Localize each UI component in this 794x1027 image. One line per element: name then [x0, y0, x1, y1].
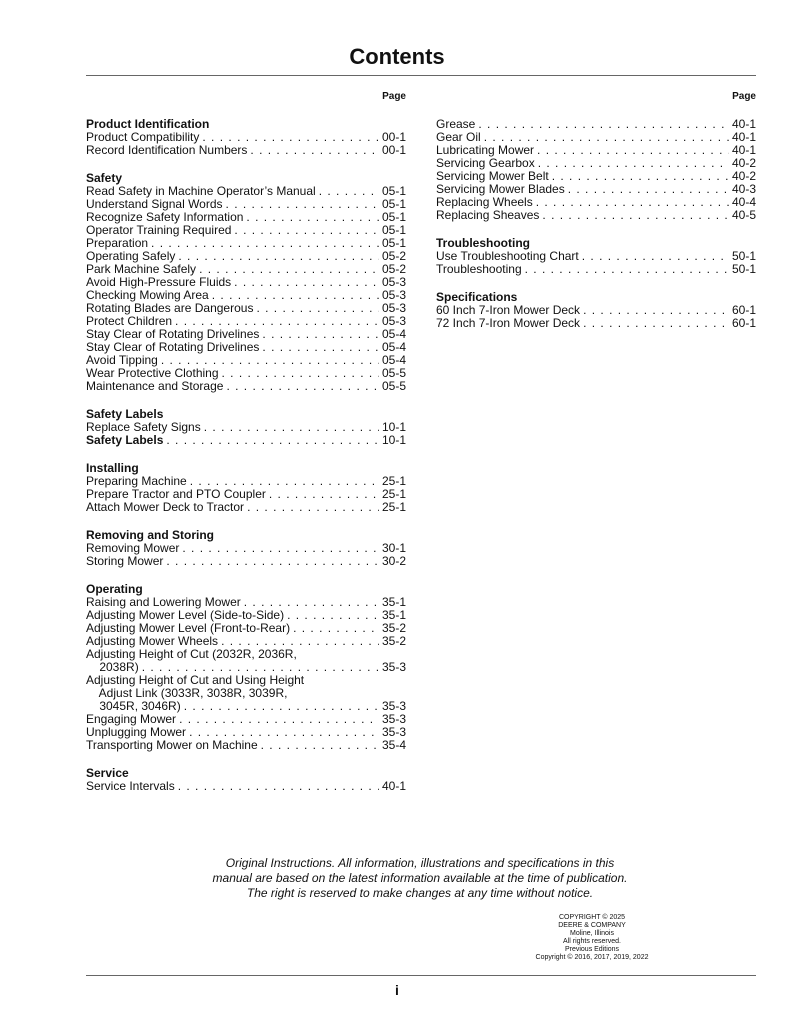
toc-entry-label: Understand Signal Words: [86, 197, 223, 211]
toc-entry-label: Storing Mower: [86, 554, 164, 568]
toc-entry-label: Replacing Wheels: [436, 195, 533, 209]
toc-entry-page: 35-3: [381, 699, 406, 713]
toc-entry[interactable]: [86, 555, 406, 568]
toc-entry-label: Replacing Sheaves: [436, 208, 540, 222]
section-title: Product Identification: [86, 117, 210, 131]
section-title: Removing and Storing: [86, 528, 215, 542]
dot-leader: [247, 501, 379, 514]
toc-entry[interactable]: [86, 780, 406, 793]
toc-entry-page: 35-2: [381, 634, 406, 648]
toc-entry-label: Recognize Safety Information: [86, 210, 244, 224]
toc-entry-page: 00-1: [381, 143, 406, 157]
toc-entry-label: Stay Clear of Rotating Drivelines: [86, 327, 260, 341]
toc-entry-page: 05-1: [381, 236, 406, 250]
toc-entry-label: Grease: [436, 117, 476, 131]
toc-entry-page: 25-1: [381, 487, 406, 501]
toc-entry-label: Engaging Mower: [86, 712, 177, 726]
toc-entry-label: Safety Labels: [86, 433, 164, 447]
dot-leader: [538, 157, 729, 170]
dot-leader: [184, 700, 379, 713]
toc-section: [86, 583, 406, 752]
toc-entry-page: 50-1: [731, 249, 756, 263]
dot-leader: [542, 209, 729, 222]
section-title: Operating: [86, 582, 143, 596]
toc-entry-label: Park Machine Safely: [86, 262, 197, 276]
toc-entry-label: Gear Oil: [436, 130, 481, 144]
toc-entry-page: 40-5: [731, 208, 756, 222]
dot-leader: [293, 622, 379, 635]
toc-entry-label: Checking Mowing Area: [86, 288, 209, 302]
toc-entry-page: 05-3: [381, 288, 406, 302]
top-rule: [86, 75, 756, 76]
dot-leader: [166, 434, 379, 447]
dot-leader: [287, 609, 379, 622]
toc-entry-page: 05-4: [381, 353, 406, 367]
toc-section: [86, 118, 406, 157]
copyright-line: COPYRIGHT © 2025: [558, 914, 626, 921]
bottom-rule: [86, 975, 756, 976]
dot-leader: [234, 276, 379, 289]
toc-left-column: [86, 90, 406, 808]
toc-entry-label: 72 Inch 7-Iron Mower Deck: [436, 316, 581, 330]
toc-entry[interactable]: [86, 434, 406, 447]
toc-entry-label: Record Identification Numbers: [86, 143, 248, 157]
page-title: Contents: [349, 44, 445, 69]
toc-left-body: [86, 118, 406, 793]
toc-section: [436, 291, 756, 330]
toc-section: [86, 462, 406, 514]
toc-entry-label: Adjusting Mower Level (Side-to-Side): [86, 608, 285, 622]
toc-entry-label: 60 Inch 7-Iron Mower Deck: [436, 303, 581, 317]
dot-leader: [178, 780, 379, 793]
toc-entry-page: 40-1: [731, 117, 756, 131]
toc-entry-page: 05-1: [381, 223, 406, 237]
toc-entry-page: 05-1: [381, 197, 406, 211]
toc-entry-label: Read Safety in Machine Operator’s Manual: [86, 184, 316, 198]
toc-entry-line: Adjusting Height of Cut (2032R, 2036R,: [86, 647, 297, 661]
toc-entry-label: Servicing Mower Belt: [436, 169, 549, 183]
toc-section: [86, 529, 406, 568]
toc-entry-page: 30-2: [381, 554, 406, 568]
toc-section: [436, 118, 756, 222]
toc-entry-page: 05-2: [381, 262, 406, 276]
dot-leader: [552, 170, 729, 183]
toc-entry-page: 35-3: [381, 660, 406, 674]
toc-entry-label: Transporting Mower on Machine: [86, 738, 258, 752]
toc-entry-page: 10-1: [381, 433, 406, 447]
toc-entry-page: 40-1: [731, 130, 756, 144]
dot-leader: [234, 224, 379, 237]
toc-entry[interactable]: [86, 380, 406, 393]
toc-section: [86, 408, 406, 447]
toc-entry[interactable]: [86, 501, 406, 514]
copyright-line: Moline, Illinois: [570, 930, 614, 937]
toc-entry-label: Maintenance and Storage: [86, 379, 224, 393]
dot-leader: [478, 118, 729, 131]
toc-right-body: [436, 118, 756, 330]
toc-entry-page: 35-1: [381, 595, 406, 609]
dot-leader: [261, 739, 379, 752]
toc-entry-wrapped-text: [86, 674, 406, 700]
page-number: i: [395, 982, 399, 998]
section-title: Troubleshooting: [436, 236, 530, 250]
toc-entry-label: Servicing Mower Blades: [436, 182, 565, 196]
toc-entry-label: Attach Mower Deck to Tractor: [86, 500, 245, 514]
toc-entry-label: Operating Safely: [86, 249, 176, 263]
toc-entry-page: 05-3: [381, 275, 406, 289]
toc-section: [86, 767, 406, 793]
toc-entry-page: 40-4: [731, 195, 756, 209]
toc-entry-label: Preparation: [86, 236, 149, 250]
toc-entry-label: Replace Safety Signs: [86, 420, 201, 434]
dot-leader: [182, 542, 379, 555]
toc-entry[interactable]: [86, 144, 406, 157]
toc-entry-label: Preparing Machine: [86, 474, 187, 488]
dot-leader: [256, 302, 379, 315]
toc-entry-page: 05-5: [381, 379, 406, 393]
toc-entry-page: 05-1: [381, 184, 406, 198]
page-column-header-left: Page: [382, 91, 406, 102]
dot-leader: [226, 380, 379, 393]
toc-entry-page: 35-3: [381, 725, 406, 739]
toc-entry-label: Service Intervals: [86, 779, 175, 793]
toc-entry-page: 40-2: [731, 156, 756, 170]
toc-entry-page: 05-4: [381, 327, 406, 341]
toc-entry-line: Adjusting Height of Cut and Using Height: [86, 673, 305, 687]
original-instructions-notice: [150, 856, 690, 901]
dot-leader: [319, 185, 379, 198]
dot-leader: [166, 555, 379, 568]
toc-entry-page: 05-5: [381, 366, 406, 380]
toc-entry-label: Adjusting Mower Wheels: [86, 634, 219, 648]
toc-entry[interactable]: [436, 317, 756, 330]
toc-entry-label: Operator Training Required: [86, 223, 232, 237]
dot-leader: [178, 250, 379, 263]
toc-entry-page: 25-1: [381, 474, 406, 488]
section-title: Installing: [86, 461, 139, 475]
dot-leader: [226, 198, 379, 211]
toc-entry-label: Product Compatibility: [86, 130, 200, 144]
toc-entry-line: Adjust Link (3033R, 3038R, 3039R,: [86, 686, 288, 700]
toc-entry-page: 35-1: [381, 608, 406, 622]
toc-section: [436, 237, 756, 276]
dot-leader: [204, 421, 379, 434]
toc-entry-page: 60-1: [731, 303, 756, 317]
toc-entry-page: 50-1: [731, 262, 756, 276]
dot-leader: [262, 328, 379, 341]
toc-entry-label: Raising and Lowering Mower: [86, 595, 241, 609]
toc-entry-page: 05-2: [381, 249, 406, 263]
copyright-line: Previous Editions: [564, 946, 620, 953]
notice-line: The right is reserved to make changes at any time without notice.: [246, 886, 594, 900]
toc-entry-page: 05-1: [381, 210, 406, 224]
toc-entry[interactable]: [436, 263, 756, 276]
dot-leader: [582, 250, 729, 263]
toc-entry-label: Lubricating Mower: [436, 143, 535, 157]
dot-leader: [269, 488, 379, 501]
toc-entry-page: 40-3: [731, 182, 756, 196]
dot-leader: [537, 144, 729, 157]
toc-entry-label: Avoid Tipping: [86, 353, 158, 367]
dot-leader: [568, 183, 729, 196]
dot-leader: [250, 144, 379, 157]
toc-entry-page: 25-1: [381, 500, 406, 514]
toc-entry-page: 40-2: [731, 169, 756, 183]
toc-entry-label: Protect Children: [86, 314, 173, 328]
toc-entry-label: Troubleshooting: [436, 262, 522, 276]
toc-entry[interactable]: [436, 118, 756, 131]
toc-entry-page: 60-1: [731, 316, 756, 330]
dot-leader: [583, 317, 729, 330]
toc-entry-page: 35-3: [381, 712, 406, 726]
toc-entry-page: 00-1: [381, 130, 406, 144]
section-title: Service: [86, 766, 129, 780]
toc-entry-label: Wear Protective Clothing: [86, 366, 219, 380]
section-title: Specifications: [436, 290, 518, 304]
dot-leader: [179, 713, 379, 726]
section-title: Safety: [86, 171, 123, 185]
toc-entry-page: 30-1: [381, 541, 406, 555]
dot-leader: [151, 237, 379, 250]
toc-entry-page: 35-4: [381, 738, 406, 752]
toc-entry-label: 3045R, 3046R): [86, 699, 181, 713]
toc-entry-label: Use Troubleshooting Chart: [436, 249, 579, 263]
toc-entry-page: 40-1: [731, 143, 756, 157]
toc-entry-label: Avoid High-Pressure Fluids: [86, 275, 232, 289]
toc-right-column: [436, 90, 756, 345]
toc-entry-label: Unplugging Mower: [86, 725, 187, 739]
page-column-header-right: Page: [732, 91, 756, 102]
toc-entry-page: 35-2: [381, 621, 406, 635]
dot-leader: [525, 263, 729, 276]
copyright-line: Copyright © 2016, 2017, 2019, 2022: [535, 954, 649, 961]
toc-entry-page: 40-1: [381, 779, 406, 793]
toc-entry-label: Prepare Tractor and PTO Coupler: [86, 487, 266, 501]
toc-entry-label: Stay Clear of Rotating Drivelines: [86, 340, 260, 354]
dot-leader: [536, 196, 729, 209]
dot-leader: [246, 211, 379, 224]
toc-entry-label: 2038R): [86, 660, 139, 674]
notice-line: manual are based on the latest information available at the time of publication.: [212, 871, 628, 885]
section-title: Safety Labels: [86, 407, 164, 421]
notice-line: Original Instructions. All information, illustrations and specifications in this: [225, 856, 615, 870]
copyright-line: DEERE & COMPANY: [558, 922, 626, 929]
dot-leader: [222, 367, 379, 380]
copyright-block: [480, 914, 704, 962]
toc-entry-label: Servicing Gearbox: [436, 156, 535, 170]
toc-entry-label: Removing Mower: [86, 541, 180, 555]
toc-entry-page: 10-1: [381, 420, 406, 434]
dot-leader: [583, 304, 729, 317]
toc-entry[interactable]: [86, 739, 406, 752]
toc-entry-page: 05-4: [381, 340, 406, 354]
toc-entry-label: Adjusting Mower Level (Front-to-Rear): [86, 621, 291, 635]
toc-entry-label: Rotating Blades are Dangerous: [86, 301, 254, 315]
copyright-line: All rights reserved.: [563, 938, 621, 945]
dot-leader: [262, 341, 379, 354]
toc-entry-page: 05-3: [381, 301, 406, 315]
toc-entry[interactable]: [436, 209, 756, 222]
toc-section: [86, 172, 406, 393]
toc-entry-page: 05-3: [381, 314, 406, 328]
